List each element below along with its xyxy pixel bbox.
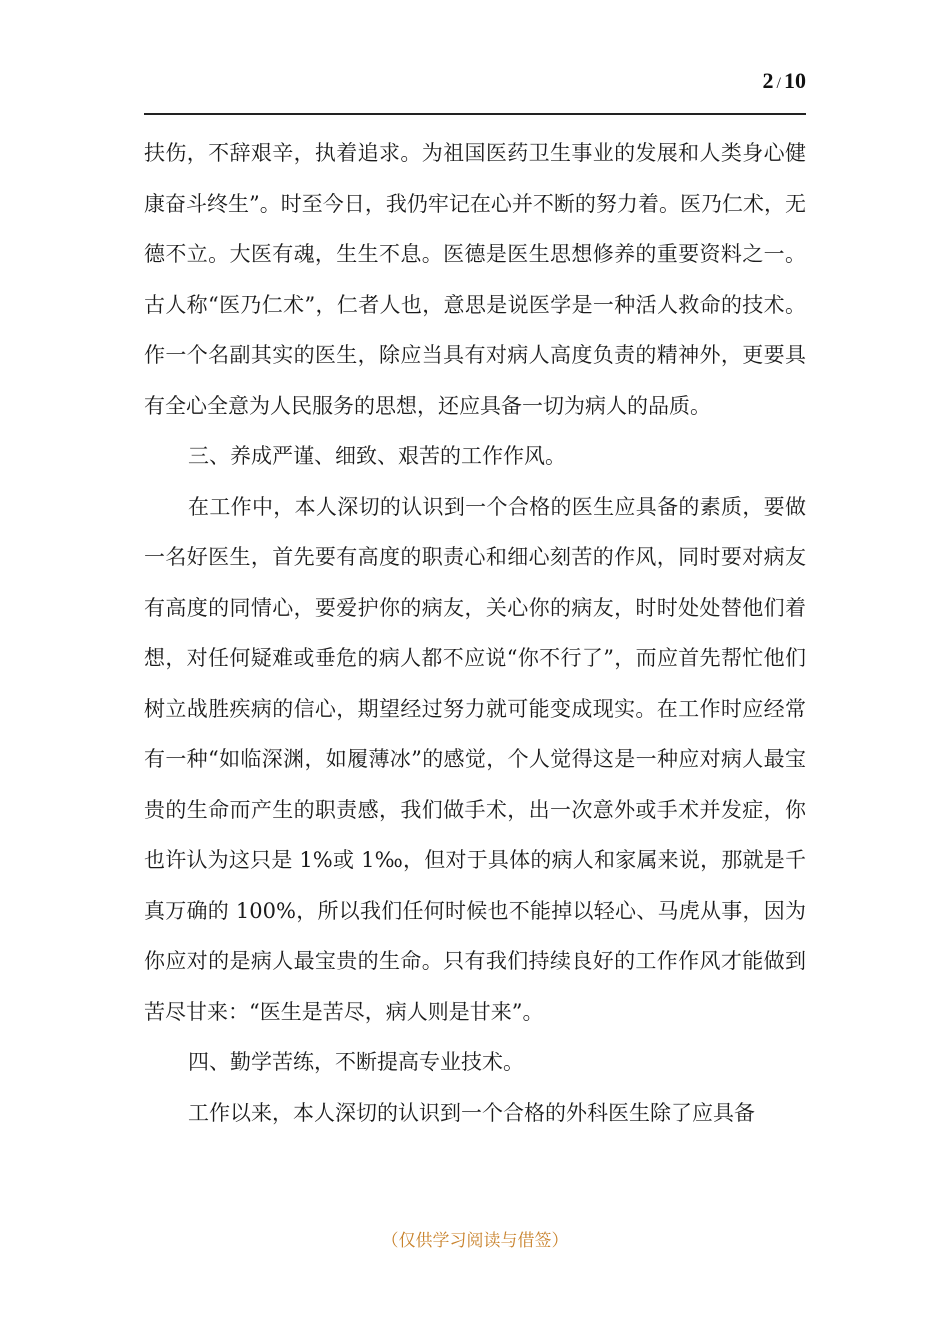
- page-number: [763, 68, 806, 94]
- body-paragraph: 工作以来，本人深切的认识到一个合格的外科医生除了应具备: [188, 1100, 755, 1125]
- body-paragraph: 在工作中，本人深切的认识到一个合格的医生应具备的素质，要做一名好医生，首先要有高度的职责心和细心刻苦的作风，同时要对病友有高度的同情心，要爱护你的病友，关心你的病友，时时处处替他们着想，对任何疑难或垂危的病人都不应说“你不行了”，而应首先帮忙他们树立战胜疾病的信心，期望经过努力就可能变成现实。在工作时应经常有一种“如临深渊，如履薄冰”的感觉，个人觉得这是一种应对病人最宝贵的生命而产生的职责感，我们做手术，出一次意外或手术并发症，你也许认为这只是 1%或 1‰，但对于具体的病人和家属来说，那就是千真万确的 100%，所以我们任何时候也不能掉以轻心、马虎从事，因为你应对的是病人最宝贵的生命。只有我们持续良好的工作作风才能做到苦尽甘来：“医生是苦尽，病人则是甘来”。: [144, 494, 806, 1024]
- page-total: 10: [784, 68, 806, 93]
- section-heading: 四、勤学苦练，不断提高专业技术。: [188, 1050, 524, 1074]
- section-heading: 三、养成严谨、细致、艰苦的工作作风。: [188, 444, 566, 468]
- footer-note: （仅供学习阅读与借签）: [381, 1231, 569, 1251]
- document-body: [144, 128, 806, 1138]
- body-paragraph: 扶伤，不辞艰辛，执着追求。为祖国医药卫生事业的发展和人类身心健康奋斗终生”。时至今日，我仍牢记在心并不断的努力着。医乃仁术，无德不立。大医有魂，生生不息。医德是医生思想修养的重要资料之一。古人称“医乃仁术”，仁者人也，意思是说医学是一种活人救命的技术。作一个名副其实的医生，除应当具有对病人高度负责的精神外，更要具有全心全意为人民服务的思想，还应具备一切为病人的品质。: [144, 141, 806, 418]
- page-separator: /: [776, 75, 781, 92]
- page-current: 2: [762, 68, 774, 93]
- header-rule: [144, 113, 806, 115]
